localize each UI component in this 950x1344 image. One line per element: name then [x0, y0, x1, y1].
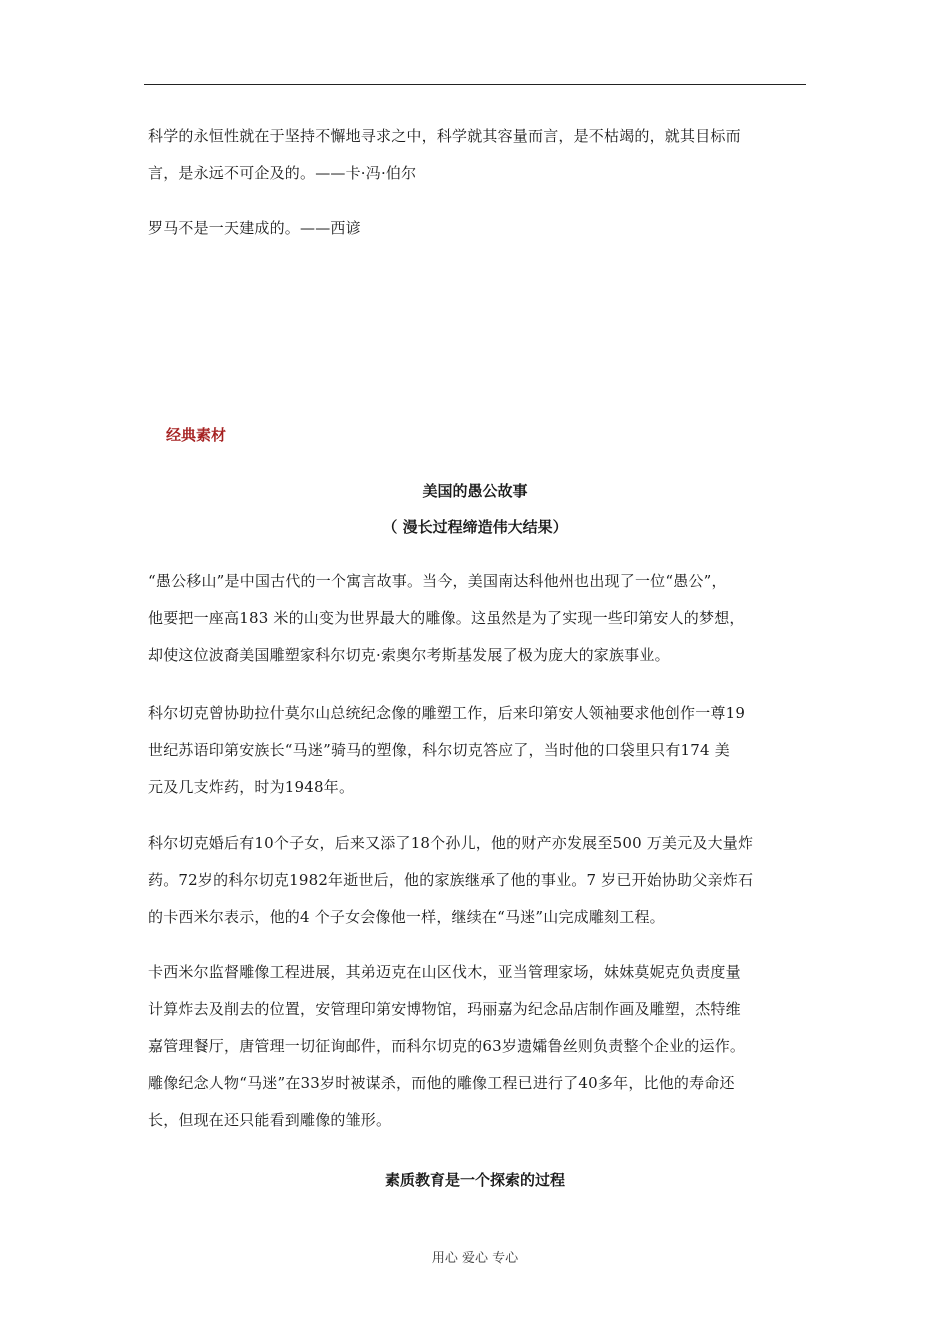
paragraph-line: 计算炸去及削去的位置，安管理印第安博物馆，玛丽嘉为纪念品店制作画及雕塑，杰特维 — [148, 1000, 741, 1018]
paragraph-line: 药。72岁的科尔切克1982年逝世后，他的家族继承了他的事业。7 岁已开始协助父亲炸石 — [148, 871, 754, 889]
paragraph-line: “愚公移山”是中国古代的一个寓言故事。当今，美国南达科他州也出现了一位“愚公”， — [148, 572, 727, 590]
paragraph-line: 却使这位波裔美国雕塑家科尔切克·索奥尔考斯基发展了极为庞大的家族事业。 — [148, 646, 670, 664]
paragraph-line: 世纪苏语印第安族长“马迷”骑马的塑像，科尔切克答应了，当时他的口袋里只有174 美 — [148, 741, 730, 759]
story-title: 美国的愚公故事 — [422, 482, 528, 500]
story-paragraph — [148, 695, 810, 806]
story-subtitle: （ 漫长过程缔造伟大结果） — [382, 518, 568, 536]
story-paragraph — [148, 825, 810, 936]
paragraph-line: 长，但现在还只能看到雕像的雏形。 — [148, 1111, 392, 1129]
page-footer: 用心 爱心 专心 — [431, 1251, 519, 1266]
header-rule — [144, 84, 806, 85]
paragraph-line: 科尔切克婚后有10个子女，后来又添了18个孙儿，他的财产亦发展至500 万美元及大量炸 — [148, 834, 754, 852]
quote-line: 科学的永恒性就在于坚持不懈地寻求之中，科学就其容量而言，是不枯竭的，就其目标而 — [148, 127, 741, 145]
section-label: 经典素材 — [166, 426, 227, 444]
paragraph-line: 卡西米尔监督雕像工程进展，其弟迈克在山区伐木，亚当管理家场，妹妹莫妮克负责度量 — [148, 963, 741, 981]
quote-rome — [148, 210, 810, 247]
paragraph-line: 的卡西米尔表示，他的4 个子女会像他一样，继续在“马迷”山完成雕刻工程。 — [148, 908, 665, 926]
paragraph-line: 嘉管理餐厅，唐管理一切征询邮件，而科尔切克的63岁遗孀鲁丝则负责整个企业的运作。 — [148, 1037, 746, 1055]
quote-line: 罗马不是一天建成的。——西谚 — [148, 219, 361, 237]
quote-line: 言，是永远不可企及的。——卡·冯·伯尔 — [148, 164, 417, 182]
story-paragraph — [148, 954, 810, 1139]
paragraph-line: 雕像纪念人物“马迷”在33岁时被谋杀，而他的雕像工程已进行了40多年，比他的寿命还 — [148, 1074, 735, 1092]
story-paragraph — [148, 563, 810, 674]
quote-science — [148, 118, 810, 192]
paragraph-line: 他要把一座高183 米的山变为世界最大的雕像。这虽然是为了实现一些印第安人的梦想， — [148, 609, 745, 627]
next-section-heading: 素质教育是一个探索的过程 — [384, 1171, 565, 1189]
paragraph-line: 科尔切克曾协助拉什莫尔山总统纪念像的雕塑工作，后来印第安人领袖要求他创作一尊19 — [148, 704, 746, 722]
paragraph-line: 元及几支炸药，时为1948年。 — [148, 778, 355, 796]
